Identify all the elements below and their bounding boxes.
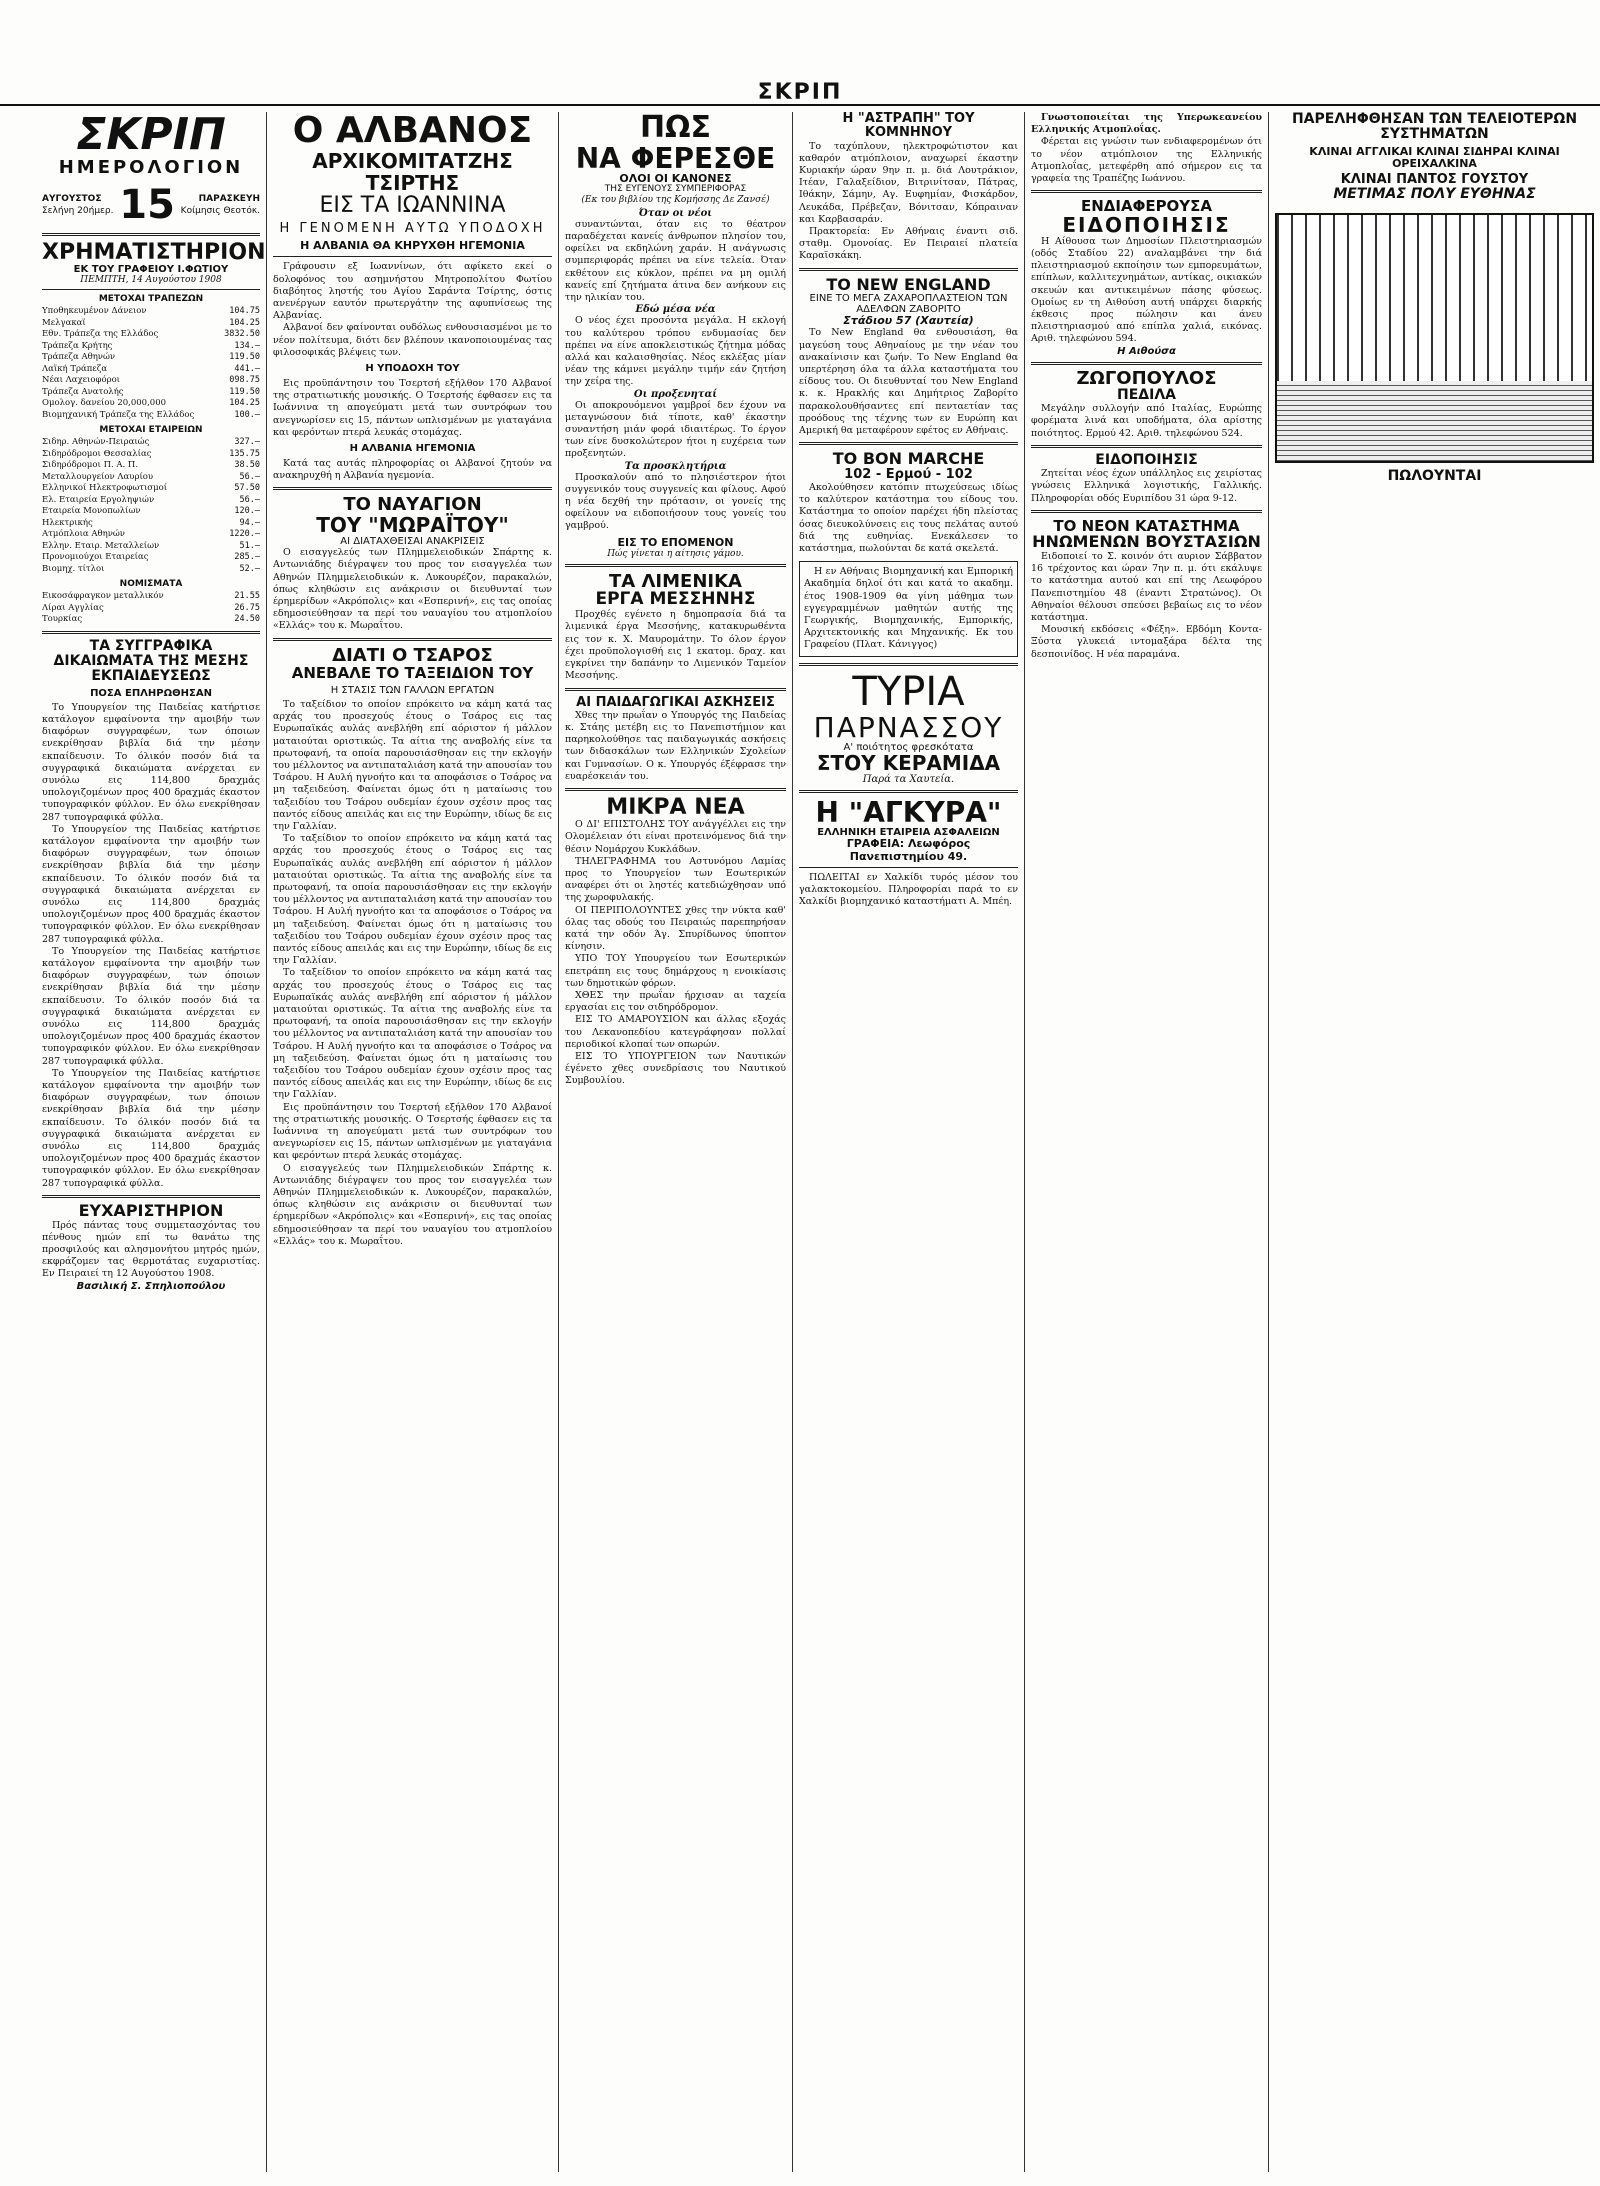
quote-row (42, 352, 260, 364)
quote-row (42, 518, 260, 530)
bank-shares-list (42, 306, 260, 421)
quote-value: 134.— (234, 340, 260, 351)
quote-name: Ελ. Εταιρεία Εργοληψιών (42, 494, 155, 505)
quote-value: 21.55 (234, 591, 260, 602)
quote-value: 135.75 (229, 448, 260, 459)
paper-subtitle: ΗΜΕΡΟΛΟΓΙΟΝ (58, 157, 244, 179)
quote-name: Σιδηρόδρομοι Π. Α. Π. (42, 460, 139, 471)
quote-value: 100.— (234, 409, 260, 420)
quote-row (42, 529, 260, 541)
quote-row (42, 460, 260, 472)
quote-row (42, 364, 260, 376)
quote-row (42, 341, 260, 353)
column-etiquette: ΠΩΣ ΝΑ ΦΕΡΕΣΘΕ ΟΛΟΙ ΟΙ ΚΑΝΟΝΕΣ ΤΗΣ ΕΥΓΕΝΟΥΣ ΣΥΜΠΕΡΙΦΟΡΑΣ (Εκ του βιβλίου της Κομήσσης Δε Ζανσέ) Όταν οι νέοι συναντώνται, όταν εις το θέατρον παραδέχεται κανείς άνθρωπον πλησίον του, οφείλει να εκδηλώνη χαράν. Η ανάγνωσις συμπεριφοράς πρέπει να είνε τελεία. Όταν εκθέτουν εις κύκλον, πρέπει να μη ομιλή κανείς επί ζητήματα άτινα δεν ανήκουν εις την ηλικίαν του. Εδώ μέσα νέα Ο νέος έχει προσόντα μεγάλα. Η εκλογή του καλύτερου τρόπου ενδυμασίας δεν πρέπει να είνε αποκλειστικώς ζήτημα μόδας αλλά και καλαισθησίας. Νέος εκλέξας μίαν νέαν της κάμνει μεγάλην τιμήν εάν ζητήση την χείρα της. Οι προξενηταί Οι αποκρουόμενοι γαμβροί δεν έχουν να μεταγνώσουν διά τίποτε, καθ' έκαστην συναντήση μιάν φορά ιδιαιτέρως. Το έργον των είνε δυσκολώτερον ήτοι η ευχέρεια των προξενητών. Τα προσκλητήρια Προσκαλούν από το πλησιέστερον ήτοι συγγενικόν τους συγγενείς και φίλους. Αφού η νέα δεχθή την πρότασιν, οι γονείς της οφείλουν να ειδοποιήσουν τους γονείς του γαμβρού. ΕΙΣ ΤΟ ΕΠΟΜΕΝΟΝ Πώς γίνεται η αίτησις γάμου. ΤΑ ΛΙΜΕΝΙΚΑ ΕΡΓΑ ΜΕΣΣΗΝΗΣ Προχθές εγένετο η δημοπρασία διά τα λιμενικά έργα Μεσσήνης, κατακυρωθέντα εις τον κ. Χ. Μαυρομάτην. Το όλον έργον έχει προϋπολογισθή εις 1 εκατομ. δραχ. και εγκρίνει την δαπάνην το Λιμενικόν Ταμείον Μεσσήνης. ΑΙ ΠΑΙΔΑΓΩΓΙΚΑΙ ΑΣΚΗΣΕΙΣ Χθες την πρωΐαν ο Υπουργός της Παιδείας κ. Στάης μετέβη εις το Πανεπιστήμιον και παρηκολούθησε τας παιδαγωγικάς ασκήσεις των διδασκάλων των Ελληνικών Σχολείων και Γυμνασίων. Ο κ. Υπουργός έξέφρασε την ευαρέσκειάν του. ΜΙΚΡΑ ΝΕΑ Ο ΔΙ' ΕΠΙΣΤΟΛΗΣ ΤΟΥ ανάγγέλλει εις την Ολομέλειαν ότι είναι προτεινόμενος διά την θέσιν Νομάρχου Κυκλάδων. ΤΗΛΕΓΡΑΦΗΜΑ του Αστυνόμου Λαμίας προς το Υπουργείον των Εσωτερικών αναφέρει ότι οι ληστές κατεδιώχθησαν υπό της χωροφυλακής. ΟΙ ΠΕΡΙΠΟΛΟΥΝΤΕΣ χθες την νύκτα καθ' όλας τας οδούς του Πειραιώς παρεπηρήσαν κατά την οδόν Άγ. Σπυρίδωνος ύποπτον κίνησιν. ΥΠΟ ΤΟΥ Υπουργείου των Εσωτερικών επετράπη εις τους δημάρχους η ενοικίασις των δημοτικών φόρων. ΧΘΕΣ την πρωΐαν ήρχισαν αι ταχεία εργασίαι εις τον σιδηρόδρομον. ΕΙΣ ΤΟ ΑΜΑΡΟΥΣΙΟΝ και άλλας εξοχάς του Λεκανοπεδίου κατεγράφησαν πολλαί περιοδικοί κλοπαί των οπωρών. ΕΙΣ ΤΟ ΥΠΟΥΡΓΕΙΟΝ των Ναυτικών έγένετο χθες συνεδρίασις του Ναυτικού Συμβουλίου. (558, 112, 792, 2172)
ad-agkyra: Η "ΑΓΚΥΡΑ" (815, 796, 1002, 830)
quote-value: 098.75 (229, 375, 260, 386)
ad-bon-marche: ΤΟ ΒΟΝ MARCHE (832, 449, 985, 469)
quote-name: Ατμόπλοια Αθηνών (42, 529, 125, 540)
headline-tsar: ΔΙΑΤΙ Ο ΤΣΑΡΟΣ (332, 644, 493, 666)
quote-row (42, 329, 260, 341)
quote-row (42, 306, 260, 318)
quote-row (42, 398, 260, 410)
quote-value: 104.75 (229, 306, 260, 317)
quote-name: Βιομηχανική Τράπεζα της Ελλάδος (42, 409, 195, 420)
quote-row (42, 472, 260, 484)
quote-value: 57.50 (234, 483, 260, 494)
day-number: 15 (119, 181, 175, 228)
quote-row (42, 541, 260, 553)
quote-name: Υποθηκευμένον Δάνειον (42, 306, 147, 317)
quote-value: 120.— (234, 506, 260, 517)
quote-value: 56.— (239, 471, 260, 482)
quote-name: Τράπεζα Αθηνών (42, 352, 116, 363)
quote-value: 38.50 (234, 460, 260, 471)
ad-cheese: ΤΥΡΙΑ (852, 668, 965, 715)
headline-small-news: ΜΙΚΡΑ ΝΕΑ (606, 795, 745, 821)
currency-list (42, 591, 260, 626)
quote-name: Ελληνικοί Ηλεκτροφωτισμοί (42, 483, 168, 494)
ad-zografopoulos: ΖΩΓΟΠΟΥΛΟΣ (1076, 367, 1217, 389)
date-box: ΑΥΓΟΥΣΤΟΣ Σελήνη 20ήμερ. 15 ΠΑΡΑΣΚΕΥΗ Κοίμησις Θεοτόκ. (42, 181, 260, 228)
quote-value: 104.25 (229, 317, 260, 328)
quote-value: 1220.— (229, 529, 260, 540)
quote-name: Λίραι Αγγλίας (42, 602, 104, 613)
masthead: ΣΚΡΙΠ (0, 80, 1600, 106)
quote-value: 285.— (234, 552, 260, 563)
quote-name: Ελλην. Εταιρ. Μεταλλείων (42, 540, 160, 551)
paper-title: ΣΚΡΙΠ (76, 112, 226, 160)
quote-name: Τουρκίας (42, 614, 83, 625)
quote-value: 119.50 (229, 352, 260, 363)
quote-name: Σιδηρόδρομοι Θεσσαλίας (42, 448, 152, 459)
quote-name: Ηλεκτρικής (42, 517, 93, 528)
quote-value: 119.50 (229, 386, 260, 397)
headline-new-store: ΤΟ ΝΕΟΝ ΚΑΤΑΣΤΗΜΑ (1053, 516, 1240, 535)
quote-row (42, 375, 260, 387)
quote-value: 56.— (239, 494, 260, 505)
quote-value: 3832.50 (224, 329, 260, 340)
column-stores: Γνωστοποιείται της Υπερωκεανείου Ελληνικής Ατμοπλοΐας. Φέρεται εις γνώσιν των ενδιαφερομένων ότι το νέον ατμόπλοιον της Ελληνικής Ατμοπλοΐας, μετεφέρθη από σήμερον εις τα γραφεία της Τραπέζης Ιωάννου. ΕΝΔΙΑΦΕΡΟΥΣΑ ΕΙΔΟΠΟΙΗΣΙΣ Η Αίθουσα των Δημοσίων Πλειστηριασμών (οδός Σταδίου 22) αναλαμβάνει την διά πλειστηριασμού εκποίησιν των εμπορευμάτων, επίπλων, καλλιτεχνημάτων, αντίκας, οικιακών σκευών και αντικειμένων πάσης φύσεως. Ομοίως εν τη Αιθούση αυτή υπάρχει διαρκής έκθεσις προς πώλησιν και άνευ πλειστηριασμού από επίπλα χαλιά, εικόνας. Αριθ. τηλεφώνου 594. Η Αιθούσα ΖΩΓΟΠΟΥΛΟΣ ΠΕΔΙΛΑ Μεγάλην συλλογήν από Ιταλίας, Ευρώπης φορέματα λινά και υποδήματα, όλα αρίστης ποιότητος. Ερμού 42. Αριθ. τηλεφώνου 524. ΕΙΔΟΠΟΙΗΣΙΣ Ζητείται νέος έχων υπάλληλος εις χειρίστας γνώσεις Ελληνικά λογιστικής, Γαλλικής. Πληροφορίαι οδός Ευριπίδου 31 ώρα 9-12. ΤΟ ΝΕΟΝ ΚΑΤΑΣΤΗΜΑ ΗΝΩΜΕΝΩΝ ΒΟΥΣΤΑΣΙΩΝ Ειδοποιεί το Σ. κοινόν ότι αυριον Σάββατον 16 τρέχοντος και ώραν 7ην π. μ. ότι εκάλυψε το κατάστημα αυτού και επί της Λεωφόρου Πανεπιστημίου 48 (έναντι Στρατώνος). Οι Αθηναίοι θέλουσι σπεύσει βεβαίως εις το νέον κατάστημα. Μουσική εκδόσεις «Φέξη». Εβδόμη Κοντα-Ξύστα γλυκειά ιντομαξάρα δέλτα της δεσποινίδος. Η νέα παραμάνα. (1024, 112, 1268, 2172)
headline-harbour: ΤΑ ΛΙΜΕΝΙΚΑ (609, 570, 742, 592)
column-beds-ad: ΠΑΡΕΛΗΦΘΗΣΑΝ ΤΩΝ ΤΕΛΕΙΟΤΕΡΩΝ ΣΥΣΤΗΜΑΤΩΝ ΚΛΙΝΑΙ ΑΓΓΛΙΚΑΙ ΚΛΙΝΑΙ ΣΙΔΗΡΑΙ ΚΛΙΝΑΙ ΟΡΕΙΧΑΛΚΙΝΑ ΚΛΙΝΑΙ ΠΑΝΤΟΣ ΓΟΥΣΤΟΥ ΜΕΤΙΜΑΣ ΠΟΛΥ ΕΥΘΗΝΑΣ ΠΩΛΟΥΝΤΑΙ (1268, 112, 1600, 2172)
quote-row (42, 483, 260, 495)
exchange-title: ΧΡΗΜΑΤΙΣΤΗΡΙΟΝ (42, 239, 266, 265)
quote-value: 24.50 (234, 614, 260, 625)
quote-value: 26.75 (234, 602, 260, 613)
quote-value: 104.25 (229, 398, 260, 409)
quote-row (42, 495, 260, 507)
quote-row (42, 552, 260, 564)
headline-shipwreck: ΤΟ ΝΑΥΑΓΙΟΝ (343, 494, 482, 516)
column-albanian: Ο ΑΛΒΑΝΟΣ ΑΡΧΙΚΟΜΙΤΑΤΖΗΣ ΤΣΙΡΤΗΣ ΕΙΣ ΤΑ ΙΩΑΝΝΙΝΑ Η ΓΕΝΟΜΕΝΗ ΑΥΤΩ ΥΠΟΔΟΧΗ Η ΑΛΒΑΝΙΑ ΘΑ ΚΗΡΥΧΘΗ ΗΓΕΜΟΝΙΑ Γράφουσιν εξ Ιωαννίνων, ότι αφίκετο εκεί ο δολοφόνος του ασημνήστου Μητροπολίτου Φωτίου διαβόητος ληστής του Αγίου Σαράντα Τσίρτης, όστις ανενέργων εαυτόν πρωτεργάτην της αφυπνίσεως της Αλβανίας. Αλβανοί δεν φαίνονται ουδόλως ενθουσιασμένοι με το νέον πολίτευμα, διότι δεν βλέπουν ικανοποιουμένας τας φιλοσοφικάς βλέψεις των. Η ΥΠΟΔΟΧΗ ΤΟΥ Εις προϋπάντησιν του Τσερτσή εξήλθον 170 Αλβανοί της στρατιωτικής μουσικής. Ο Τσερτσής έφθασεν εις τα Ιωάννινα τη απογεύματι μετά των συντρόφων του ανεγνωρίσεν εις 15, πάντων ωπλισμένων με γιαταγάνια και φερόντων πτερά λευκάς στομάχας. Η ΑΛΒΑΝΙΑ ΗΓΕΜΟΝΙΑ Κατά τας αυτάς πληροφορίας οι Αλβανοί ζητούν να ανακηρυχθή η Αλβανία ηγεμονία. ΤΟ ΝΑΥΑΓΙΟΝ ΤΟΥ "ΜΩΡΑΪΤΟΥ" ΑΙ ΔΙΑΤΑΧΘΕΙΣΑΙ ΑΝΑΚΡΙΣΕΙΣ Ο εισαγγελεύς των Πλημμελειοδικών Σπάρτης κ. Αντωνιάδης διέγραψεν του προς τον εισαγγελέα των Αθηνών Πλημμελειοδικών κ. Λυκουρέζον, παρακαλών, όπως κληθώσιν εις ανάκρισιν οι διευθυνταί των έρημερίδων «Ακρόπολις» και «Εσπερινή», εις τας οποίας εδημοσιεύθησαν τα περί του ναυαγίου του ατμοπλοίου «Ελλάς» του κ. Μωραΐτου. ΔΙΑΤΙ Ο ΤΣΑΡΟΣ ΑΝΕΒΑΛΕ ΤΟ ΤΑΞΕΙΔΙΟΝ ΤΟΥ Η ΣΤΑΣΙΣ ΤΩΝ ΓΑΛΛΩΝ ΕΡΓΑΤΩΝ Το ταξείδιον το οποίον επρόκειτο να κάμη κατά τας αρχάς του προσεχούς έτους ο Τσάρος εις τας Ευρωπαϊκάς αυλάς ανεβλήθη επί αόριστον ή μάλλον ματαιούται οριστικώς. Τα αίτια της αναβολής είνε τα πρωτοφανή, τα οποία παρουσιάσθησαν εις την εκλογήν του μέλλοντος να αντιπαταλιάση κατά την απουσίαν του Τσάρου. Η Αυλή ηγνοήτο και τα αποφάσισε ο Τσάρος να μη ταξειδεύση. Φαίνεται όμως ότι η ματαίωσις του ταξειδίου του Τσάρου ουδεμίαν έχουν σχέσιν προς τας παντός είδους απειλάς και εις την Ευρώπην, ιδίως δε εις την Γαλλίαν. Το ταξείδιον το οποίον επρόκειτο να κάμη κατά τας αρχάς του προσεχούς έτους ο Τσάρος εις τας Ευρωπαϊκάς αυλάς ανεβλήθη επί αόριστον ή μάλλον ματαιούται οριστικώς. Τα αίτια της αναβολής είνε τα πρωτοφανή, τα οποία παρουσιάσθησαν εις την εκλογήν του μέλλοντος να αντιπαταλιάση κατά την απουσίαν του Τσάρου. Η Αυλή ηγνοήτο και τα αποφάσισε ο Τσάρος να μη ταξειδεύση. Φαίνεται όμως ότι η ματαίωσις του ταξειδίου του Τσάρου ουδεμίαν έχουν σχέσιν προς τας παντός είδους απειλάς και εις την Ευρώπην, ιδίως δε εις την Γαλλίαν. Το ταξείδιον το οποίον επρόκειτο να κάμη κατά τας αρχάς του προσεχούς έτους ο Τσάρος εις τας Ευρωπαϊκάς αυλάς ανεβλήθη επί αόριστον ή μάλλον ματαιούται οριστικώς. Τα αίτια της αναβολής είνε τα πρωτοφανή, τα οποία παρουσιάσθησαν εις την εκλογήν του μέλλοντος να αντιπαταλιάση κατά την απουσίαν του Τσάρου. Η Αυλή ηγνοήτο και τα αποφάσισε ο Τσάρος να μη ταξειδεύση. Φαίνεται όμως ότι η ματαίωσις του ταξειδίου του Τσάρου ουδεμίαν έχουν σχέσιν προς τας παντός είδους απειλάς και εις την Ευρώπην, ιδίως δε εις την Γαλλίαν. Εις προϋπάντησιν του Τσερτσή εξήλθον 170 Αλβανοί της στρατιωτικής μουσικής. Ο Τσερτσής έφθασεν εις τα Ιωάννινα τη απογεύματι μετά των συντρόφων του ανεγνωρίσεν εις 15, πάντων ωπλισμένων με γιαταγάνια και φερόντων πτερά λευκάς στομάχας. Ο εισαγγελεύς των Πλημμελειοδικών Σπάρτης κ. Αντωνιάδης διέγραψεν του προς τον εισαγγελέα των Αθηνών Πλημμελειοδικών κ. Λυκουρέζον, παρακαλών, όπως κληθώσιν εις ανάκρισιν οι διευθυνταί των έρημερίδων «Ακρόπολις» και «Εσπερινή», εις τας οποίας εδημοσιεύθησαν τα περί του ναυαγίου του ατμοπλοίου «Ελλάς» του κ. Μωραΐτου. (266, 112, 558, 2172)
quote-row (42, 318, 260, 330)
article-heading: ΤΑ ΣΥΓΓΡΑΦΙΚΑ ΔΙΚΑΙΩΜΑΤΑ ΤΗΣ ΜΕΣΗΣ ΕΚΠΑΙΔΕΥΣΕΩΣ (53, 637, 249, 685)
quote-name: Προνομιούχοι Εταιρείας (42, 552, 149, 563)
quote-name: Εταιρεία Μονοπωλίων (42, 506, 141, 517)
headline-albanian: Ο ΑΛΒΑΝΟΣ (292, 112, 533, 151)
quote-name: Μεταλλουργείον Λαυρίου (42, 471, 154, 482)
quote-name: Μελγακαϊ (42, 317, 86, 328)
quote-name: Εικοσάφραγκον μεταλλικόν (42, 591, 164, 602)
headline-etiquette: ΠΩΣ (639, 112, 712, 145)
quote-row (42, 591, 260, 603)
quote-name: Λαϊκή Τράπεζα (42, 363, 108, 374)
quote-row (42, 564, 260, 576)
quote-row (42, 614, 260, 626)
quote-value: 51.— (239, 540, 260, 551)
quote-name: Εθν. Τράπεζα της Ελλάδος (42, 329, 159, 340)
bed-illustration (1275, 213, 1594, 463)
quote-name: Ομολογ. δανείου 20,000,000 (42, 398, 167, 409)
column-calendar: ΣΚΡΙΠ ΗΜΕΡΟΛΟΓΙΟΝ ΑΥΓΟΥΣΤΟΣ Σελήνη 20ήμερ. 15 ΠΑΡΑΣΚΕΥΗ Κοίμησις Θεοτόκ. ΧΡΗΜΑΤΙΣΤΗΡΙΟΝ ΕΚ ΤΟΥ ΓΡΑΦΕΙΟΥ Ι.ΦΩΤΙΟΥ ΠΕΜΠΤΗ, 14 Αυγούστου 1908 ΜΕΤΟΧΑΙ ΤΡΑΠΕΖΩΝ Υποθηκευμένον Δάνειον 104.75 Μελγακαϊ 104.25 Εθν. Τράπεζα της Ελλάδος 3832.50 Τράπεζα Κρήτης 134.— Τράπεζα Αθηνών 119.50 Λαϊκή Τράπεζα 441.— Νέαι Λαχειοφόροι 098.75 Τράπεζα Ανατολής 119.50 Ομολογ. δανείου 20,000,000 104.25 Βιομηχανική Τράπεζα της Ελλάδος 100.— ΜΕΤΟΧΑΙ ΕΤΑΙΡΕΙΩΝ Σιδηρ. Αθηνών-Πειραιώς 327.— Σιδηρόδρομοι Θεσσαλίας 135.75 Σιδηρόδρομοι Π. Α. Π. 38.50 Μεταλλουργείον Λαυρίου 56.— Ελληνικοί Ηλεκτροφωτισμοί 57.50 Ελ. Εταιρεία Εργοληψιών 56.— Εταιρεία Μονοπωλίων 120.— Ηλεκτρικής 94.— Ατμόπλοια Αθηνών 1220.— Ελλην. Εταιρ. Μεταλλείων 51.— Προνομιούχοι Εταιρείας 285.— Βιομηχ. τίτλοι 52.— ΝΟΜΙΣΜΑΤΑ Εικοσάφραγκον μεταλλικόν 21.55 Λίραι Αγγλίας 26.75 Τουρκίας 24.50 ΤΑ ΣΥΓΓΡΑΦΙΚΑ ΔΙΚΑΙΩΜΑΤΑ ΤΗΣ ΜΕΣΗΣ ΕΚΠΑΙΔΕΥΣΕΩΣ ΠΟΣΑ ΕΠΛΗΡΩΘΗΣΑΝ Το Υπουργείον της Παιδείας κατήρτισε κατάλογον εμφαίνοντα την αμοιβήν των διαφόρων συγγραφέων, των όποιων ενεκρίθησαν βιβλία διά την μέσην εκπαίδευσιν. Το όλικόν ποσόν διά τα συγγραφικά δικαιώματα ανέρχεται εν συνόλω εις 114,800 δραχμάς υπολογιζομένων προς 400 δραχμάς έκαστον τυπογραφικόν φύλλον. Εν όλω ενεκρίθησαν 287 τυπογραφικά φύλλα. Το Υπουργείον της Παιδείας κατήρτισε κατάλογον εμφαίνοντα την αμοιβήν των διαφόρων συγγραφέων, των όποιων ενεκρίθησαν βιβλία διά την μέσην εκπαίδευσιν. Το όλικόν ποσόν διά τα συγγραφικά δικαιώματα ανέρχεται εν συνόλω εις 114,800 δραχμάς υπολογιζομένων προς 400 δραχμάς έκαστον τυπογραφικόν φύλλον. Εν όλω ενεκρίθησαν 287 τυπογραφικά φύλλα. Το Υπουργείον της Παιδείας κατήρτισε κατάλογον εμφαίνοντα την αμοιβήν των διαφόρων συγγραφέων, των όποιων ενεκρίθησαν βιβλία διά την μέσην εκπαίδευσιν. Το όλικόν ποσόν διά τα συγγραφικά δικαιώματα ανέρχεται εν συνόλω εις 114,800 δραχμάς υπολογιζομένων προς 400 δραχμάς έκαστον τυπογραφικόν φύλλον. Εν όλω ενεκρίθησαν 287 τυπογραφικά φύλλα. Το Υπουργείον της Παιδείας κατήρτισε κατάλογον εμφαίνοντα την αμοιβήν των διαφόρων συγγραφέων, των όποιων ενεκρίθησαν βιβλία διά την μέσην εκπαίδευσιν. Το όλικόν ποσόν διά τα συγγραφικά δικαιώματα ανέρχεται εν συνόλω εις 114,800 δραχμάς υπολογιζομένων προς 400 δραχμάς έκαστον τυπογραφικόν φύλλον. Εν όλω ενεκρίθησαν 287 τυπογραφικά φύλλα. ΕΥΧΑΡΙΣΤΗΡΙΟΝ Πρός πάντας τους συμμετασχόντας του πένθους ημών επί τω θανάτω της προσφιλούς και αλησμονήτου μητρός ημών, εκφράζομεν τας θερμοτάτας ευχαριστίας. Εν Πειραιεί τη 12 Αυγούστου 1908. Βασιλική Σ. Σπηλιοπούλου (42, 112, 266, 1292)
quote-name: Νέαι Λαχειοφόροι (42, 375, 121, 386)
quote-name: Σιδηρ. Αθηνών-Πειραιώς (42, 437, 150, 448)
ad-new-england: TO NEW ENGLAND (826, 274, 991, 294)
quote-name: Βιομηχ. τίτλοι (42, 563, 105, 574)
ad-auction: ΕΝΔΙΑΦΕΡΟΥΣΑ (1080, 197, 1213, 216)
quote-row (42, 410, 260, 422)
quote-value: 327.— (234, 437, 260, 448)
quote-value: 94.— (239, 517, 260, 528)
quote-row (42, 603, 260, 615)
ad-beds-heading: ΠΑΡΕΛΗΦΘΗΣΑΝ ΤΩΝ ΤΕΛΕΙΟΤΕΡΩΝ ΣΥΣΤΗΜΑΤΩΝ (1291, 112, 1578, 143)
column-ads-1: Η "ΑΣΤΡΑΠΗ" ΤΟΥ ΚΟΜΝΗΝΟΥ Το ταχύπλουν, ηλεκτροφώτιστον και καθαρόν ατμόπλοιον, αναχωρεί έκαστην Κυριακήν ώραν 9ην π. μ. διά Λουτράκιον, Ιτέαν, Γαλαξείδιον, Βιτρινίτσαν, Πάτρας, Ιθάκην, Σάμην, Αγ. Ευφημίαν, Φισκάρδον, Λευκάδα, Πρέβεζαν, Βόνιτσαν, Κόπραιναν και Καρβασαράν. Πρακτορεία: Εν Αθήναις έναντι σιδ. σταθμ. Ομονοίας. Εν Πειραιεί πλατεία Καραϊσκάκη. TO NEW ENGLAND ΕΙΝΕ ΤΟ ΜΕΓΑ ΖΑΧΑΡΟΠΛΑΣΤΕΙΟΝ ΤΩΝ ΑΔΕΛΦΩΝ ΖΑΒΟΡΙΤΟ Στάδιου 57 (Χαυτεία) Το New England θα ενθουσιάση, θα μαγεύση τους Αθηναίους με την νέαν του ανακαίνισιν και ζωήν. Το New England θα υπερτέρηση όλα τα άλλα καταστήματα του είδους του. Οι διευθυνταί του New England κ. κ. Ηρακλής και Δημήτριος Ζαβορίτο παρακολουθήσαντες επί πενταετίαν τας προόδους της τέχνης των εν Ευρώπη και Αμερική θα μεταφέρουν εφέτος εν Αθήναις. ΤΟ ΒΟΝ MARCHE 102 - Ερμού - 102 Ακολούθησεν κατόπιν πτωχεύσεως ιδίως το καλύτερον κατάστημα του είδους του. Κατάστημα το οποίον παρέχει ήδη πλείστας όσας διευκολύνσεις εις τους πελάτας αυτού διά της ευθηνίας. Ενεκάλεσεν το κατάστημα, πωλούνται δε κατά σκελετά. Η εν Αθήναις Βιομηχανική και Εμπορική Ακαδημία δηλοί ότι και κατά το ακαδημ. έτος 1908-1909 θα γίνη μάθημα των εγγεγραμμένων μαθητών αυτής της Γεωργικής, Βιομηχανικής, Εμπορικής, Αρχιτεκτονικής και Μηχανικής. Εκ του Γραφείου (Πλατ. Κάνιγγος) ΤΥΡΙΑ ΠΑΡΝΑΣΣΟΥ Α' ποιότητος φρεσκότατα ΣΤΟΥ ΚΕΡΑΜΙΔΑ Παρά τα Χαυτεία. Η "ΑΓΚΥΡΑ" ΕΛΛΗΝΙΚΗ ΕΤΑΙΡΕΙΑ ΑΣΦΑΛΕΙΩΝ ΓΡΑΦΕΙΑ: Λεωφόρος Πανεπιστημίου 49. ΠΩΛΕΙΤΑΙ εν Χαλκίδι τυρός μέσον του γαλακτοκομείου. Πληροφορίαι παρά το εν Χαλκίδι βιομηχανικό καταστήματι Α. Μπέη. (792, 112, 1024, 2172)
quote-value: 52.— (239, 563, 260, 574)
quote-name: Τράπεζα Ανατολής (42, 386, 124, 397)
thanks-heading: ΕΥΧΑΡΙΣΤΗΡΙΟΝ (78, 1200, 224, 1220)
quote-row (42, 437, 260, 449)
quote-row (42, 387, 260, 399)
company-shares-list (42, 437, 260, 575)
quote-row (42, 449, 260, 461)
quote-name: Τράπεζα Κρήτης (42, 340, 113, 351)
quote-row (42, 506, 260, 518)
ad-astrapi: Η "ΑΣΤΡΑΠΗ" ΤΟΥ ΚΟΜΝΗΝΟΥ (842, 112, 975, 141)
quote-value: 441.— (234, 363, 260, 374)
